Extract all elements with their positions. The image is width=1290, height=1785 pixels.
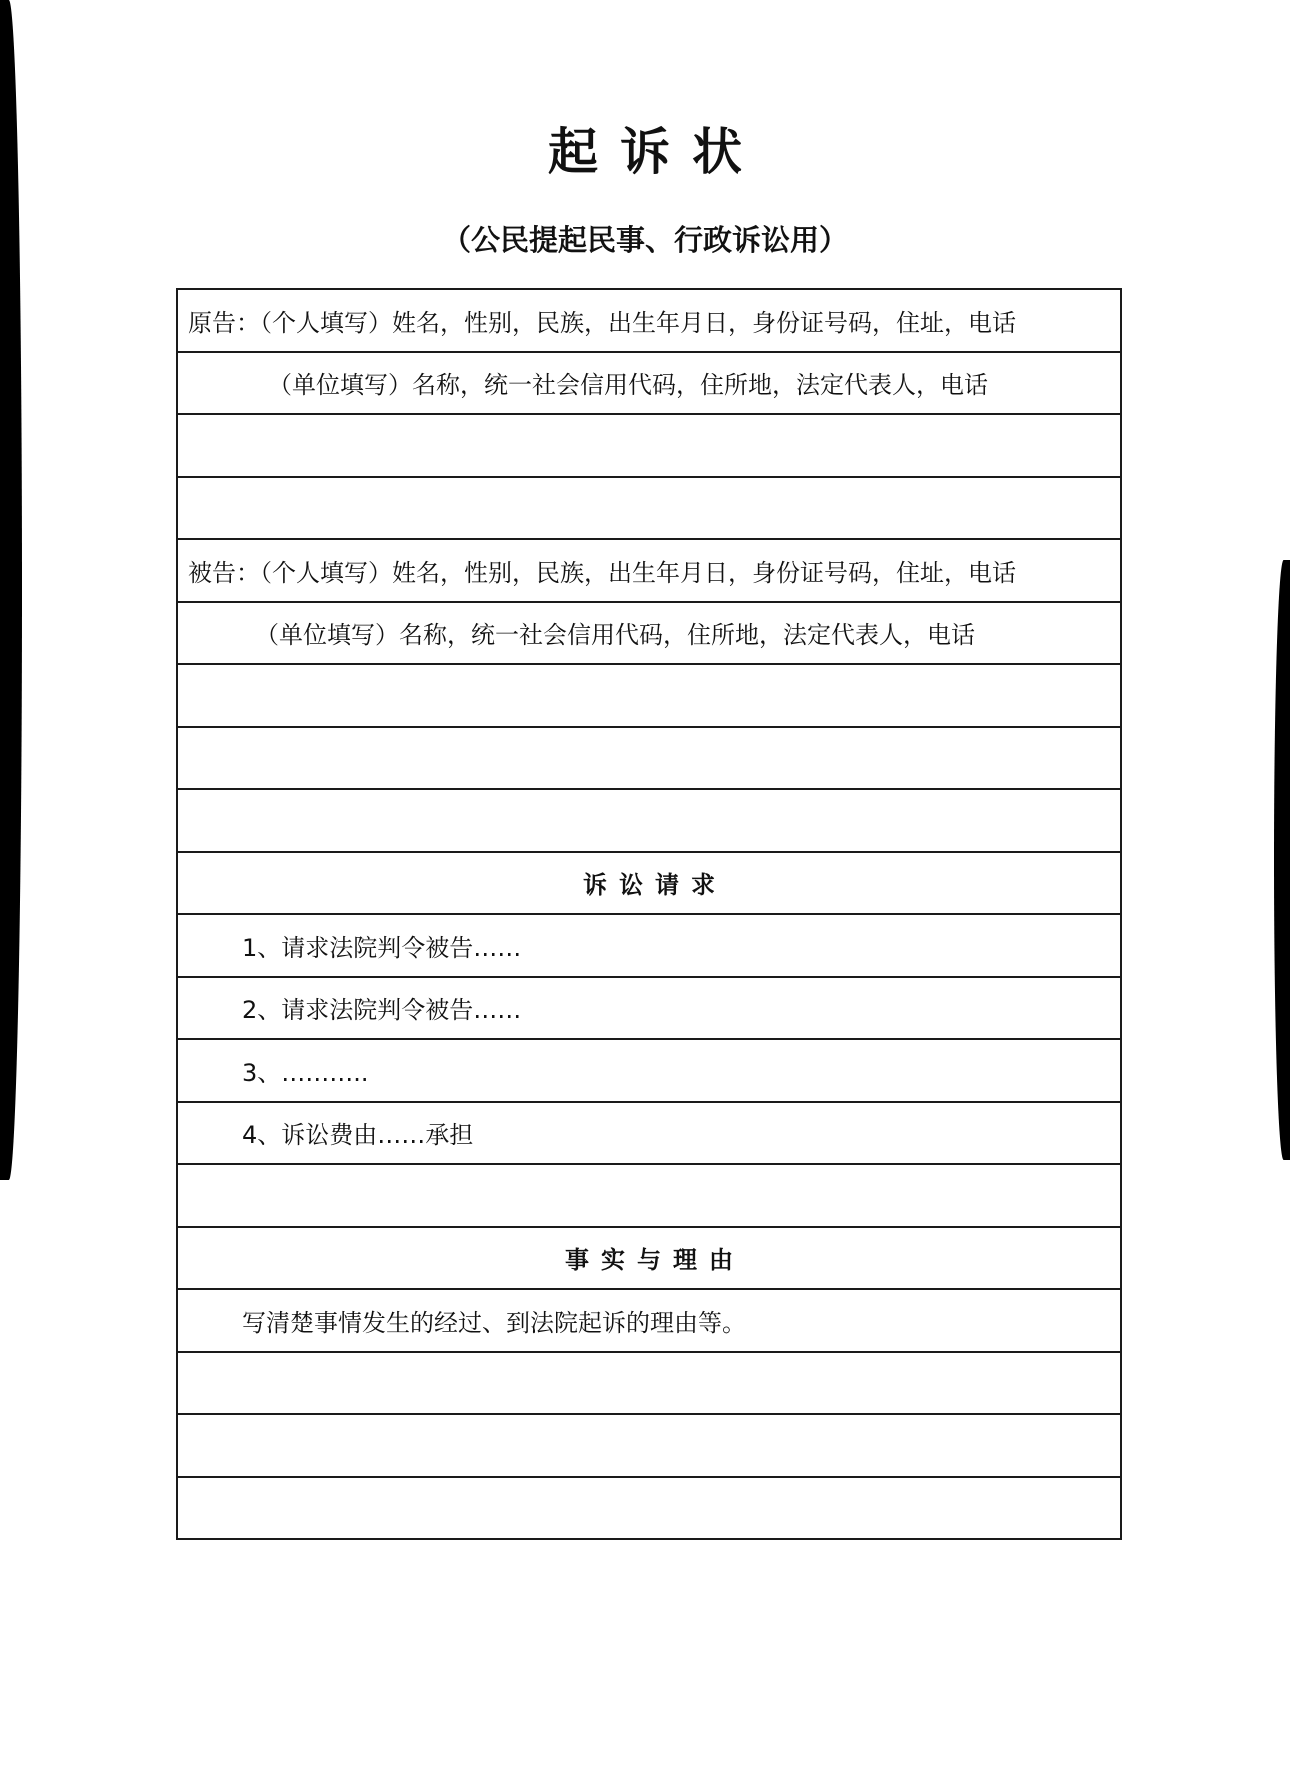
document-title: 起诉状 [548, 122, 764, 181]
document-subtitle: （公民提起民事、行政诉讼用） [441, 223, 848, 257]
claims-heading: 诉讼请求 [178, 853, 1120, 916]
blank-row[interactable] [178, 415, 1120, 478]
blank-row[interactable] [178, 1165, 1120, 1228]
scan-edge-right [1274, 560, 1290, 1160]
blank-row[interactable] [178, 1415, 1120, 1478]
claim-item: 4、诉讼费由……承担 [178, 1103, 1120, 1166]
blank-row[interactable] [178, 1478, 1120, 1541]
blank-row[interactable] [178, 790, 1120, 853]
defendant-unit-row: （单位填写）名称，统一社会信用代码，住所地，法定代表人，电话 [178, 603, 1120, 666]
facts-heading: 事实与理由 [178, 1228, 1120, 1291]
blank-row[interactable] [178, 1353, 1120, 1416]
blank-row[interactable] [178, 728, 1120, 791]
claim-item: 3、……….. [178, 1040, 1120, 1103]
blank-row[interactable] [178, 478, 1120, 541]
plaintiff-personal-row: 原告：（个人填写）姓名，性别，民族，出生年月日，身份证号码，住址，电话 [178, 290, 1120, 353]
defendant-personal-row: 被告：（个人填写）姓名，性别，民族，出生年月日，身份证号码，住址，电话 [178, 540, 1120, 603]
complaint-form-table [176, 288, 1122, 1540]
plaintiff-unit-row: （单位填写）名称，统一社会信用代码，住所地，法定代表人，电话 [178, 353, 1120, 416]
blank-row[interactable] [178, 665, 1120, 728]
facts-instruction: 写清楚事情发生的经过、到法院起诉的理由等。 [178, 1290, 1120, 1353]
claim-item: 2、请求法院判令被告…… [178, 978, 1120, 1041]
claim-item: 1、请求法院判令被告…… [178, 915, 1120, 978]
